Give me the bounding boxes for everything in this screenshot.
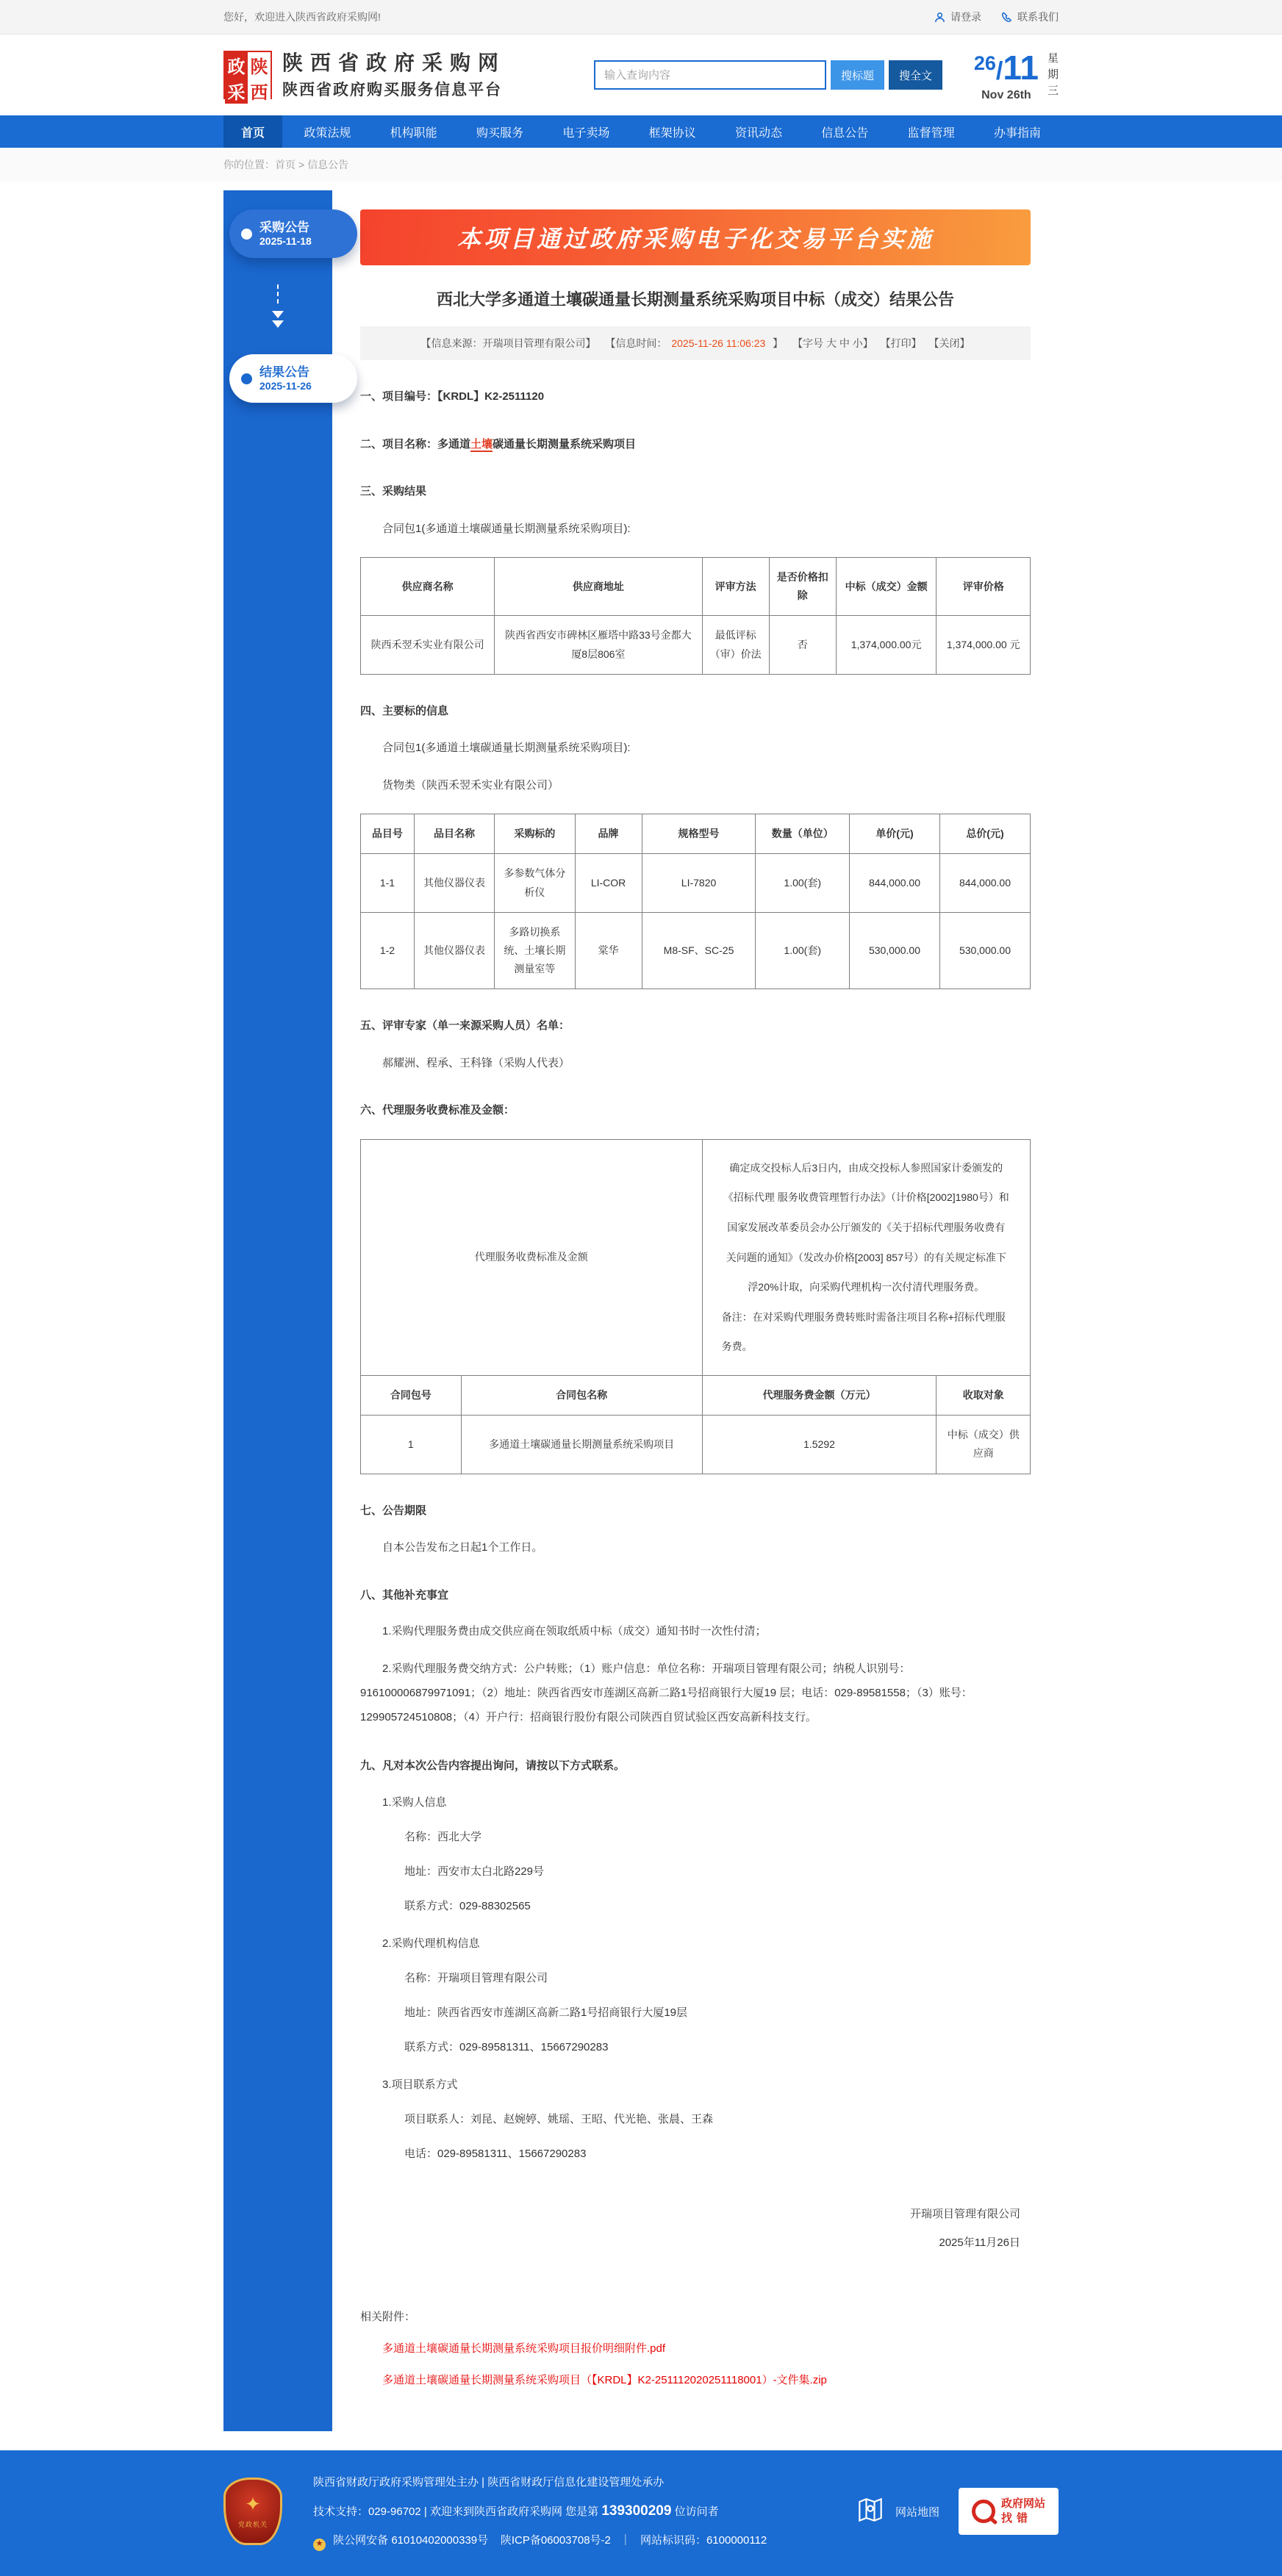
topbar-welcome: 您好，欢迎进入陕西省政府采购网!	[223, 11, 381, 23]
breadcrumb-home-link[interactable]: 首页	[275, 159, 296, 171]
site-logo	[223, 50, 506, 103]
sidebar-item-result-notice[interactable]: 结果公告 2025-11-26	[229, 354, 357, 403]
breadcrumb-bar	[0, 148, 1282, 182]
sidebar-item-procurement-notice[interactable]: 采购公告 2025-11-18	[229, 209, 357, 258]
police-badge-icon: ★	[313, 2539, 326, 2551]
site-header	[0, 35, 1282, 115]
section-7-heading: 七、公告期限	[360, 1504, 427, 1517]
site-subtitle: 陕西省政府购买服务信息平台	[282, 81, 502, 98]
government-emblem-icon: ✦ 党政机关	[223, 2478, 282, 2545]
section-2-heading: 二、项目名称：多通道土壤碳通量长期测量系统采购项目	[360, 437, 637, 451]
icp-beian-link[interactable]: 陕ICP备06003708号-2	[500, 2534, 611, 2547]
footer-organizer: 陕西省财政厅政府采购管理处主办 | 陕西省财政厅信息化建设管理处承办	[313, 2475, 665, 2489]
signature-block	[360, 2200, 1031, 2257]
attachments-section	[360, 2308, 1031, 2387]
search-fulltext-button[interactable]: 搜全文	[889, 60, 942, 90]
date-weekday: 星 期 三	[1047, 52, 1059, 97]
buyer-name: 名称：西北大学	[404, 1830, 482, 1843]
section-3-heading: 三、采购结果	[360, 485, 427, 498]
nav-item-framework-agreement[interactable]: 框架协议	[648, 126, 696, 140]
date-english: Nov 26th	[981, 89, 1031, 101]
section-6-heading: 六、代理服务收费标准及金额：	[360, 1104, 515, 1117]
date-month: 11	[1003, 49, 1039, 87]
signature-date: 2025年11月26日	[939, 2236, 1020, 2249]
items-table	[360, 814, 1031, 989]
breadcrumb-current[interactable]: 信息公告	[307, 159, 349, 171]
supplement-paragraph: 2.采购代理服务费交纳方式：公户转账；（1）账户信息：单位名称：开瑞项目管理有限公司；纳税人识别号：916100006879971091；（2）地址：陕西省西安市莲湖区高新二路1号招商银行大厦19 层；电话：029-89581558；（3）账号：129905724510808；（4）开户行：招商银行股份有限公司陕西自贸试验区西安高新科技支行。	[360, 1662, 973, 1724]
section-1-heading: 一、项目编号：【KRDL】K2-2511120	[360, 390, 545, 403]
article-content	[332, 190, 1059, 2431]
contract-package-note: 合同包1(多通道土壤碳通量长期测量系统采购项目):	[382, 522, 631, 535]
topbar	[0, 0, 1282, 35]
contact-link[interactable]: 联系我们	[1000, 10, 1059, 24]
main-nav	[0, 115, 1282, 148]
nav-item-announcements[interactable]: 信息公告	[821, 126, 869, 140]
login-link[interactable]: 请登录	[934, 10, 981, 24]
main-area	[223, 190, 1059, 2431]
site-title: 陕西省政府采购网	[282, 51, 506, 75]
bullet-dot-icon	[241, 229, 252, 240]
project-contact-title: 3.项目联系方式	[382, 2078, 458, 2091]
agency-fee-label: 代理服务收费标准及金额	[361, 1139, 703, 1375]
agency-phone: 联系方式：029-89581311、15667290283	[404, 2040, 609, 2053]
info-time: 【信息时间： 2025-11-26 11:06:23 】	[605, 337, 784, 349]
expert-names: 郝耀洲、程承、王科锋（采购人代表）	[382, 1056, 570, 1069]
agency-fee-table	[360, 1139, 1031, 1474]
search-title-button[interactable]: 搜标题	[831, 60, 884, 90]
contract-package-note: 合同包1(多通道土壤碳通量长期测量系统采购项目):	[382, 742, 631, 755]
print-action[interactable]: 【打印】	[880, 337, 922, 349]
section-9-heading: 九、凡对本次公告内容提出询问，请按以下方式联系。	[360, 1759, 626, 1773]
search-bar	[594, 60, 942, 90]
table-row: 1 多通道土壤碳通量长期测量系统采购项目 1.5292 中标（成交）供应商	[361, 1416, 1031, 1474]
sitemap-link[interactable]: 网站地图	[854, 2494, 939, 2530]
font-size-action[interactable]: 【字号 大 中 小】	[792, 337, 873, 349]
nav-item-news[interactable]: 资讯动态	[734, 126, 782, 140]
section-4-heading: 四、主要标的信息	[360, 704, 449, 717]
buyer-address: 地址：西安市太白北路229号	[404, 1865, 545, 1878]
person-icon	[934, 11, 946, 24]
agency-info-title: 2.采购代理机构信息	[382, 1937, 480, 1950]
nav-item-org-functions[interactable]: 机构职能	[390, 126, 437, 140]
table-row: 陕西禾翌禾实业有限公司 陕西省西安市碑林区雁塔中路33号金都大厦8层806室 最低评标（审）价法 否 1,374,000.00元 1,374,000.00 元	[361, 616, 1031, 674]
date-widget: 26/11 Nov 26th 星 期 三	[973, 49, 1059, 101]
section-8-heading: 八、其他补充事宜	[360, 1588, 449, 1601]
goods-category-note: 货物类（陕西禾翌禾实业有限公司）	[382, 778, 559, 792]
visitor-count: 139300209	[601, 2503, 672, 2519]
phone-icon	[1000, 11, 1013, 24]
table-header-row: 合同包号 合同包名称 代理服务费金额（万元） 收取对象	[361, 1376, 1031, 1416]
agency-fee-note: 备注：在对采购代理服务费转账时需备注项目名称+招标代理服务费。	[721, 1310, 1006, 1353]
site-code: 网站标识码：6100000112	[640, 2534, 767, 2547]
notice-period: 自本公告发布之日起1个工作日。	[382, 1541, 543, 1554]
table-header-row: 供应商名称 供应商地址 评审方法 是否价格扣除 中标（成交）金额 评审价格	[361, 558, 1031, 616]
article-meta-bar	[360, 326, 1031, 360]
close-action[interactable]: 【关闭】	[928, 337, 970, 349]
supplement-paragraph: 1.采购代理服务费由成交供应商在领取纸质中标（成交）通知书时一次性付清；	[382, 1625, 767, 1638]
nav-item-policy-laws[interactable]: 政策法规	[304, 126, 351, 140]
bullet-dot-icon	[241, 373, 252, 384]
police-beian-link[interactable]: 陕公网安备 61010402000339号	[333, 2534, 489, 2547]
attachment-link-pdf[interactable]: 多通道土壤碳通量长期测量系统采购项目报价明细附件.pdf	[382, 2342, 666, 2355]
table-row	[361, 1139, 1031, 1375]
flow-arrow-down-icon	[223, 284, 332, 328]
section-5-heading: 五、评审专家（单一来源采购人员）名单：	[360, 1019, 570, 1033]
sitemap-icon	[854, 2494, 887, 2530]
info-source: 【信息来源：开瑞项目管理有限公司】	[420, 337, 596, 349]
project-phone: 电话：029-89581311、15667290283	[404, 2147, 587, 2160]
table-row: 1-1 其他仪器仪表 多参数气体分析仪 LI-COR LI-7820 1.00(套) 844,000.00 844,000.00	[361, 854, 1031, 912]
date-day: 26	[973, 52, 996, 74]
seal-logo-icon: 政 陕 采 西	[223, 51, 272, 99]
search-input[interactable]	[594, 60, 826, 90]
nav-item-supervision[interactable]: 监督管理	[907, 126, 955, 140]
result-table	[360, 557, 1031, 675]
nav-item-home[interactable]: 首页	[223, 115, 282, 148]
table-header-row: 品目号 品目名称 采购标的 品牌 规格型号 数量（单位） 单价(元) 总价(元)	[361, 814, 1031, 854]
nav-item-e-mall[interactable]: 电子卖场	[562, 126, 610, 140]
platform-banner: 本项目通过政府采购电子化交易平台实施	[360, 209, 1031, 265]
attachment-link-zip[interactable]: 多通道土壤碳通量长期测量系统采购项目（【KRDL】K2-251112020251118001）-文件集.zip	[382, 2373, 827, 2386]
agency-address: 地址：陕西省西安市莲湖区高新二路1号招商银行大厦19层	[404, 2006, 688, 2019]
error-report-badge[interactable]: 政府网站 找错	[959, 2488, 1059, 2535]
footer-support: 技术支持：029-96702 | 欢迎来到陕西省政府采购网 您是第 139300209 位访问者	[313, 2503, 719, 2519]
nav-item-purchase-services[interactable]: 购买服务	[476, 126, 523, 140]
nav-item-guide[interactable]: 办事指南	[993, 126, 1041, 140]
announcement-timeline-sidebar	[223, 190, 332, 2431]
magnifier-icon	[972, 2500, 995, 2523]
footer-beian: ★ 陕公网安备 61010402000339号 陕ICP备06003708号-2 ｜ 网站标识码：6100000112	[313, 2527, 767, 2553]
attachments-label: 相关附件：	[360, 2310, 416, 2323]
page-title: 西北大学多通道土壤碳通量长期测量系统采购项目中标（成交）结果公告	[436, 290, 954, 309]
site-footer	[0, 2450, 1282, 2576]
breadcrumb: 你的位置： 首页 > 信息公告	[223, 159, 349, 171]
highlighted-term: 土壤	[470, 437, 493, 451]
buyer-phone: 联系方式：029-88302565	[404, 1899, 531, 1912]
agency-name: 名称：开瑞项目管理有限公司	[404, 1971, 548, 1984]
table-row: 1-2 其他仪器仪表 多路切换系统、土壤长期测量室等 棠华 M8-SF、SC-25 1.00(套) 530,000.00 530,000.00	[361, 912, 1031, 989]
project-contacts: 项目联系人：刘昆、赵婉婷、姚瑶、王昭、代光艳、张晨、王森	[404, 2112, 714, 2125]
signature-company: 开瑞项目管理有限公司	[909, 2207, 1020, 2220]
buyer-info-title: 1.采购人信息	[382, 1795, 447, 1809]
agency-fee-description: 确定成交投标人后3日内，由成交投标人参照国家计委颁发的《招标代理 服务收费管理暂行办法》（计价格[2002]1980号）和国家发展改革委员会办公厅颁发的《关于招标代理服务收费有 关问题的通知》（发改办价格[2003] 857号）的有关规定标准下浮20%计取，向采购代理机构一次付清代理服务费。 备注：在对采购代理服务费转账时需备注项目名称+招标代理服务费。	[702, 1139, 1030, 1375]
